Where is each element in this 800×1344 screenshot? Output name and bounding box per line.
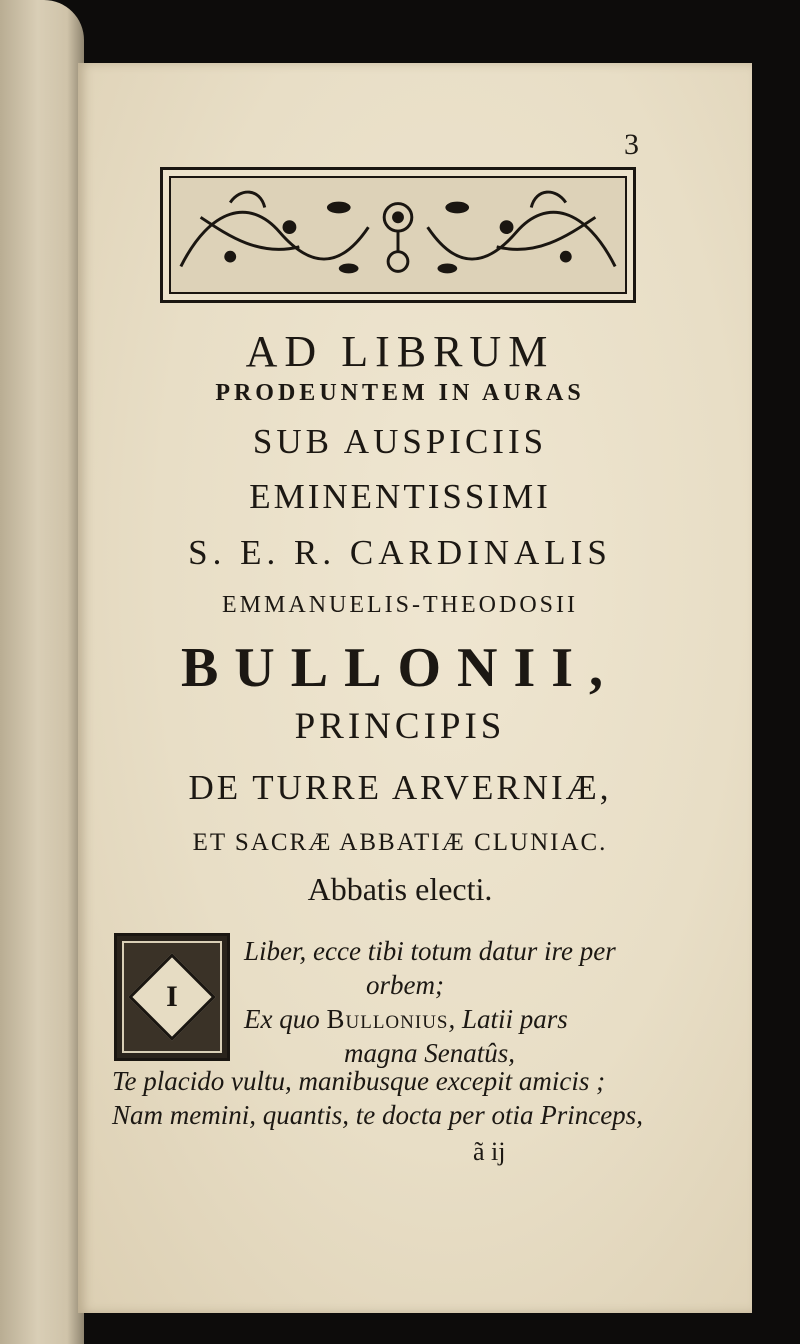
title-line-1: AD LIBRUM <box>245 327 555 376</box>
verse-line-1: Liber, ecce tibi totum datur ire per <box>244 936 616 966</box>
decorated-initial <box>114 933 230 1061</box>
title-line-10: ET SACRÆ ABBATIÆ CLUNIAC. <box>192 829 608 856</box>
verse-line-6: Nam memini, quantis, te docta per otia Princeps, <box>112 1100 643 1130</box>
verse-line-2: orbem; <box>366 970 444 1000</box>
title-line-5: S. E. R. CARDINALIS <box>188 533 612 572</box>
signature-mark: ã ij <box>473 1137 506 1166</box>
verse-name-bullonius: Bullonius <box>326 1004 449 1034</box>
verse-line-3-start: Ex quo <box>244 1004 320 1034</box>
initial-frame <box>122 941 222 1053</box>
page-number: 3 <box>624 128 639 161</box>
title-line-8: PRINCIPIS <box>294 706 506 747</box>
drop-cap-letter: I <box>166 980 178 1013</box>
title-line-9: DE TURRE ARVERNIÆ, <box>188 768 612 807</box>
ornamental-headpiece <box>160 167 636 303</box>
title-line-2: PRODEUNTEM IN AURAS <box>215 380 585 406</box>
title-line-6: EMMANUELIS-THEODOSII <box>222 592 578 618</box>
verse-line-4: magna Senatûs, <box>344 1038 515 1068</box>
verse-line-3-end: , Latii pars <box>448 1004 568 1034</box>
title-line-11: Abbatis electi. <box>307 871 493 907</box>
floral-ornament-icon <box>169 176 627 294</box>
verse-line-5: Te placido vultu, manibusque excepit amicis ; <box>112 1066 606 1096</box>
facing-page-edge <box>0 0 84 1344</box>
verse-line-3 <box>244 1004 568 1035</box>
title-line-3: SUB AUSPICIIS <box>252 422 548 461</box>
title-line-4: EMINENTISSIMI <box>249 477 551 516</box>
title-line-7: BULLONII, <box>180 637 620 699</box>
